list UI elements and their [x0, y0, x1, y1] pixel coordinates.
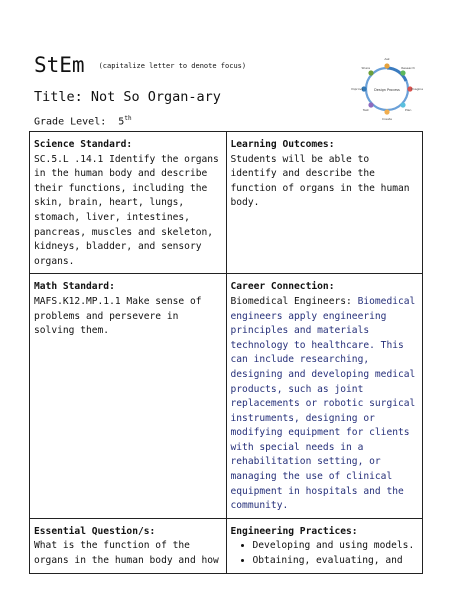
stem-title: StEm [34, 53, 85, 77]
cycle-node-icon [368, 102, 373, 107]
math-standard-cell [30, 274, 227, 519]
lesson-plan-table [29, 131, 423, 574]
essential-question-heading: Essential Question/s: [34, 525, 156, 537]
grade-suffix: th [124, 115, 132, 122]
cycle-step-label: Ask [384, 57, 390, 61]
essential-question-cell [30, 518, 227, 573]
grade-value: 5 [118, 116, 125, 128]
cycle-step-label: Imagine [410, 87, 424, 91]
science-standard-heading: Science Standard: [34, 139, 133, 150]
cycle-node-icon [400, 102, 405, 107]
engineering-practices-cell [226, 518, 423, 573]
table-row [30, 518, 423, 573]
engineering-practices-heading: Engineering Practices: [230, 525, 358, 537]
grade-label: Grade Level: [34, 116, 107, 128]
science-standard-cell [30, 132, 227, 274]
cycle-center-label: Design Process [374, 88, 400, 92]
essential-question-text: What is the function of the organs in the human body and how [34, 540, 219, 567]
stem-note: (capitalize letter to denote focus) [98, 62, 247, 70]
career-lead: Biomedical Engineers: [230, 295, 352, 307]
math-standard-text: MAFS.K12.MP.1.1 Make sense of problems and persevere in solving them. [34, 295, 202, 337]
career-connection-heading: Career Connection: [230, 281, 335, 293]
career-connection-text [231, 295, 419, 514]
lesson-title: Title: Not So Organ-ary [34, 89, 221, 105]
career-description: Biomedical engineers apply engineering principles and materials technology to healthcare. This can include researching, designing and developing medical products, such as joint replacements or robotic surgical instruments, designing or modifying equipment for clients with special needs in a rehabilitation setting, or managing the use of clinical equipment in hospitals and the community. [230, 295, 416, 512]
cycle-step-label: Improve [350, 87, 364, 91]
cycle-node-icon [368, 70, 373, 75]
cycle-step-label: Test [362, 108, 369, 113]
career-connection-cell [226, 274, 423, 519]
list-item: • Obtaining, evaluating, and [253, 554, 419, 569]
cycle-step-label: Research [401, 65, 416, 70]
list-item: • Developing and using models. [253, 539, 419, 554]
learning-outcomes-cell [226, 132, 423, 274]
learning-outcomes-text: Students will be able to identify and describe the function of organs in the human body. [230, 153, 410, 209]
table-row [30, 274, 423, 519]
cycle-step-label: Plan [405, 108, 412, 113]
learning-outcomes-heading: Learning Outcomes: [230, 139, 335, 150]
science-standard-text: SC.5.L .14.1 Identify the organs in the human body and describe their functions, including the skin, brain, heart, lungs, stomach, liver, intestines, pancreas, muscles and skeleton, kidneys, bladder, and sensory organs. [34, 153, 219, 267]
math-standard-heading: Math Standard: [34, 281, 115, 293]
cycle-node-icon [384, 109, 389, 114]
cycle-node-icon [384, 63, 389, 68]
cycle-step-label: Create [382, 117, 392, 121]
table-row [30, 132, 423, 274]
design-process-cycle-image [349, 52, 425, 124]
cycle-step-label: Share [361, 65, 371, 70]
cycle-node-icon [400, 70, 405, 75]
engineering-practices-list [231, 539, 419, 568]
